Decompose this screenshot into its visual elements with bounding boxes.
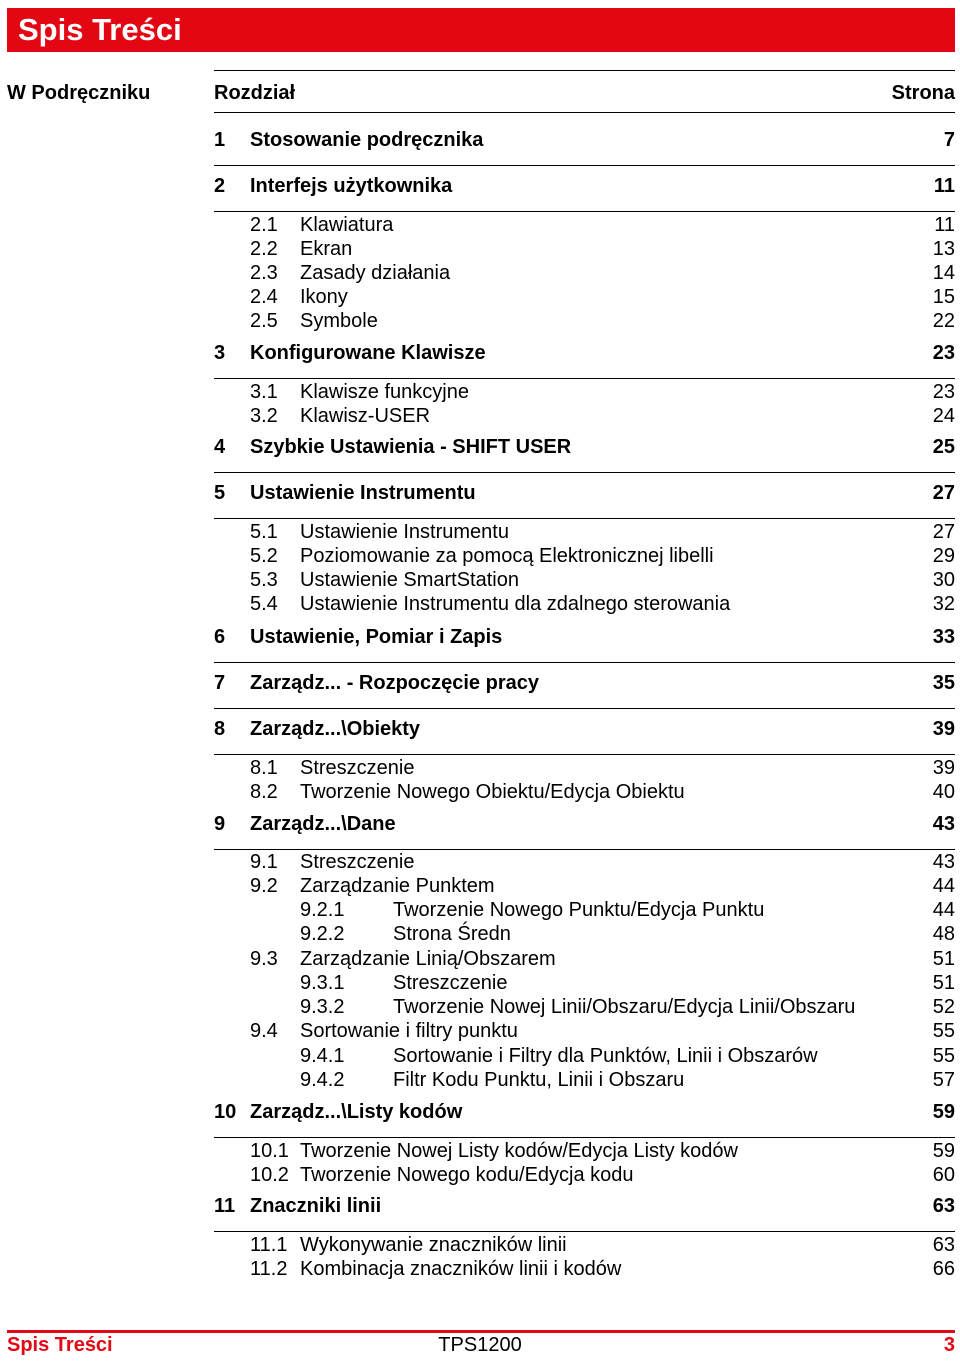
toc-entry[interactable] — [214, 1194, 955, 1218]
toc-number: 2 — [214, 175, 226, 197]
toc-number: 8.2 — [250, 781, 278, 803]
toc-title: Streszczenie — [300, 757, 415, 779]
footer-page-number: 3 — [943, 1334, 955, 1356]
column-header-chapter: Rozdział — [214, 82, 296, 104]
toc-entry[interactable] — [214, 850, 955, 874]
toc-number: 5.1 — [250, 521, 278, 543]
toc-number: 3.1 — [250, 381, 278, 403]
toc-page-number: 63 — [932, 1234, 955, 1256]
toc-title: Konfigurowane Klawisze — [250, 342, 486, 364]
toc-page-number: 32 — [932, 593, 955, 615]
toc-entry[interactable] — [214, 128, 955, 152]
toc-page-number: 13 — [932, 238, 955, 260]
toc-title: Znaczniki linii — [250, 1195, 382, 1217]
toc-title: Streszczenie — [393, 972, 508, 994]
toc-page-number: 39 — [932, 757, 955, 779]
toc-entry[interactable] — [214, 922, 955, 946]
toc-number: 5 — [214, 482, 226, 504]
toc-page-number: 48 — [932, 923, 955, 945]
toc-number: 9.3.2 — [300, 996, 345, 1018]
toc-entry[interactable] — [214, 995, 955, 1019]
toc-entry[interactable] — [214, 1068, 955, 1092]
toc-entry[interactable] — [214, 756, 955, 780]
toc-page-number: 44 — [932, 875, 955, 897]
divider — [214, 70, 955, 71]
toc-title: Filtr Kodu Punktu, Linii i Obszaru — [393, 1069, 685, 1091]
toc-number: 11.2 — [250, 1258, 288, 1280]
toc-title: Zarządz...\Obiekty — [250, 718, 421, 740]
toc-page-number: 43 — [932, 851, 955, 873]
toc-number: 8 — [214, 718, 226, 740]
toc-page-number: 35 — [932, 672, 955, 694]
toc-number: 9.2.2 — [300, 923, 345, 945]
toc-entry[interactable] — [214, 213, 955, 237]
toc-title: Ekran — [300, 238, 353, 260]
toc-entry[interactable] — [214, 1163, 955, 1187]
side-label: W Podręczniku — [7, 82, 151, 104]
toc-entry[interactable] — [214, 520, 955, 544]
toc-entry[interactable] — [214, 592, 955, 616]
toc-entry[interactable] — [214, 435, 955, 459]
toc-entry[interactable] — [214, 568, 955, 592]
toc-title: Zarządz... - Rozpoczęcie pracy — [250, 672, 539, 694]
toc-number: 10.2 — [250, 1164, 289, 1186]
toc-page-number: 22 — [932, 310, 955, 332]
toc-title: Ustawienie Instrumentu — [300, 521, 509, 543]
toc-page-number: 44 — [932, 899, 955, 921]
toc-title: Tworzenie Nowej Linii/Obszaru/Edycja Linii/Obszaru — [393, 996, 856, 1018]
toc-entry[interactable] — [214, 261, 955, 285]
toc-title: Szybkie Ustawienia - SHIFT USER — [250, 436, 572, 458]
footer-product-name: TPS1200 — [438, 1334, 522, 1356]
toc-entry[interactable] — [214, 1139, 955, 1163]
toc-number: 2.1 — [250, 214, 278, 236]
toc-title: Ustawienie Instrumentu dla zdalnego sterowania — [300, 593, 731, 615]
toc-number: 11 — [214, 1195, 236, 1217]
toc-title: Kombinacja znaczników linii i kodów — [300, 1258, 622, 1280]
divider — [214, 112, 955, 113]
toc-title: Klawisze funkcyjne — [300, 381, 469, 403]
toc-entry[interactable] — [214, 1100, 955, 1124]
toc-page-number: 43 — [932, 813, 955, 835]
toc-entry[interactable] — [214, 1257, 955, 1281]
toc-number: 1 — [214, 129, 226, 151]
toc-page-number: 39 — [932, 718, 955, 740]
toc-number: 2.2 — [250, 238, 278, 260]
toc-entry[interactable] — [214, 671, 955, 695]
toc-title: Tworzenie Nowego Punktu/Edycja Punktu — [393, 899, 765, 921]
toc-page-number: 55 — [932, 1045, 955, 1067]
toc-page-number: 51 — [932, 972, 955, 994]
footer-section-title: Spis Treści — [7, 1334, 113, 1356]
toc-title: Ustawienie SmartStation — [300, 569, 519, 591]
toc-page-number: 7 — [943, 129, 955, 151]
toc-page-number: 66 — [932, 1258, 955, 1280]
toc-title: Zarządzanie Linią/Obszarem — [300, 948, 556, 970]
toc-page-number: 14 — [932, 262, 955, 284]
toc-number: 3.2 — [250, 405, 278, 427]
toc-title: Symbole — [300, 310, 378, 332]
toc-number: 2.5 — [250, 310, 278, 332]
toc-entry[interactable] — [214, 971, 955, 995]
toc-title: Wykonywanie znaczników linii — [300, 1234, 567, 1256]
toc-page-number: 40 — [932, 781, 955, 803]
toc-number: 6 — [214, 626, 226, 648]
toc-page-number: 27 — [932, 482, 955, 504]
toc-number: 3 — [214, 342, 226, 364]
toc-page-number: 11 — [933, 175, 955, 197]
toc-entry[interactable] — [214, 481, 955, 505]
toc-page-number: 15 — [932, 286, 955, 308]
toc-entry[interactable] — [214, 285, 955, 309]
column-header-page: Strona — [891, 82, 955, 104]
toc-page-number: 24 — [932, 405, 955, 427]
toc-page-number: 11 — [934, 214, 955, 236]
toc-number: 9.2 — [250, 875, 278, 897]
toc-number: 8.1 — [250, 757, 278, 779]
toc-number: 11.1 — [250, 1234, 288, 1256]
toc-entry[interactable] — [214, 341, 955, 365]
toc-title: Stosowanie podręcznika — [250, 129, 484, 151]
toc-title: Klawiatura — [300, 214, 394, 236]
toc-number: 5.2 — [250, 545, 278, 567]
toc-entry[interactable] — [214, 717, 955, 741]
toc-page-number: 51 — [932, 948, 955, 970]
toc-title: Streszczenie — [300, 851, 415, 873]
toc-title: Tworzenie Nowego Obiektu/Edycja Obiektu — [300, 781, 685, 803]
toc-title: Zarządz...\Listy kodów — [250, 1101, 463, 1123]
toc-entry[interactable] — [214, 174, 955, 198]
toc-number: 9.2.1 — [300, 899, 345, 921]
toc-entry[interactable] — [214, 544, 955, 568]
toc-number: 10.1 — [250, 1140, 289, 1162]
toc-title: Ustawienie Instrumentu — [250, 482, 476, 504]
toc-entry[interactable] — [214, 780, 955, 804]
toc-page-number: 52 — [932, 996, 955, 1018]
toc-page-number: 27 — [932, 521, 955, 543]
toc-entry[interactable] — [214, 947, 955, 971]
toc-number: 9.3.1 — [300, 972, 345, 994]
toc-entry[interactable] — [214, 380, 955, 404]
toc-entry[interactable] — [214, 1233, 955, 1257]
toc-page-number: 23 — [932, 342, 955, 364]
toc-title: Zarządz...\Dane — [250, 813, 396, 835]
toc-entry[interactable] — [214, 874, 955, 898]
toc-number: 9.4.2 — [300, 1069, 345, 1091]
footer-divider — [7, 1330, 955, 1333]
toc-entry[interactable] — [214, 309, 955, 333]
toc-title: Ustawienie, Pomiar i Zapis — [250, 626, 503, 648]
toc-title: Sortowanie i Filtry dla Punktów, Linii i Obszarów — [393, 1045, 818, 1067]
toc-page-number: 30 — [932, 569, 955, 591]
toc-title: Interfejs użytkownika — [250, 175, 453, 197]
toc-number: 9.1 — [250, 851, 278, 873]
toc-entry[interactable] — [214, 404, 955, 428]
toc-page-number: 33 — [932, 626, 955, 648]
toc-entry[interactable] — [214, 237, 955, 261]
toc-entry[interactable] — [214, 812, 955, 836]
toc-number: 9.3 — [250, 948, 278, 970]
toc-title: Tworzenie Nowego kodu/Edycja kodu — [300, 1164, 634, 1186]
toc-number: 5.3 — [250, 569, 278, 591]
toc-title: Zarządzanie Punktem — [300, 875, 495, 897]
toc-title: Zasady działania — [300, 262, 451, 284]
toc-page-number: 29 — [932, 545, 955, 567]
toc-number: 2.3 — [250, 262, 278, 284]
toc-title: Sortowanie i filtry punktu — [300, 1020, 518, 1042]
toc-entry[interactable] — [214, 625, 955, 649]
toc-number: 5.4 — [250, 593, 278, 615]
toc-page-number: 59 — [932, 1101, 955, 1123]
toc-page-number: 59 — [932, 1140, 955, 1162]
toc-number: 9.4.1 — [300, 1045, 345, 1067]
toc-entry[interactable] — [214, 898, 955, 922]
toc-title: Klawisz-USER — [300, 405, 431, 427]
page-title: Spis Treści — [18, 12, 182, 47]
toc-number: 7 — [214, 672, 226, 694]
toc-entry[interactable] — [214, 1044, 955, 1068]
toc-page-number: 60 — [932, 1164, 955, 1186]
toc-number: 4 — [214, 436, 226, 458]
toc-entry[interactable] — [214, 1019, 955, 1043]
toc-title: Ikony — [300, 286, 348, 308]
toc-page-number: 57 — [932, 1069, 955, 1091]
toc-number: 9.4 — [250, 1020, 278, 1042]
toc-page-number: 55 — [932, 1020, 955, 1042]
toc-number: 2.4 — [250, 286, 278, 308]
toc-page-number: 25 — [932, 436, 955, 458]
toc-title: Poziomowanie za pomocą Elektronicznej libelli — [300, 545, 714, 567]
header-bar — [7, 8, 955, 52]
toc-page-number: 23 — [932, 381, 955, 403]
toc-title: Tworzenie Nowej Listy kodów/Edycja Listy kodów — [300, 1140, 738, 1162]
toc-number: 10 — [214, 1101, 237, 1123]
toc-number: 9 — [214, 813, 226, 835]
toc-title: Strona Średn — [393, 923, 511, 945]
toc-page-number: 63 — [932, 1195, 955, 1217]
